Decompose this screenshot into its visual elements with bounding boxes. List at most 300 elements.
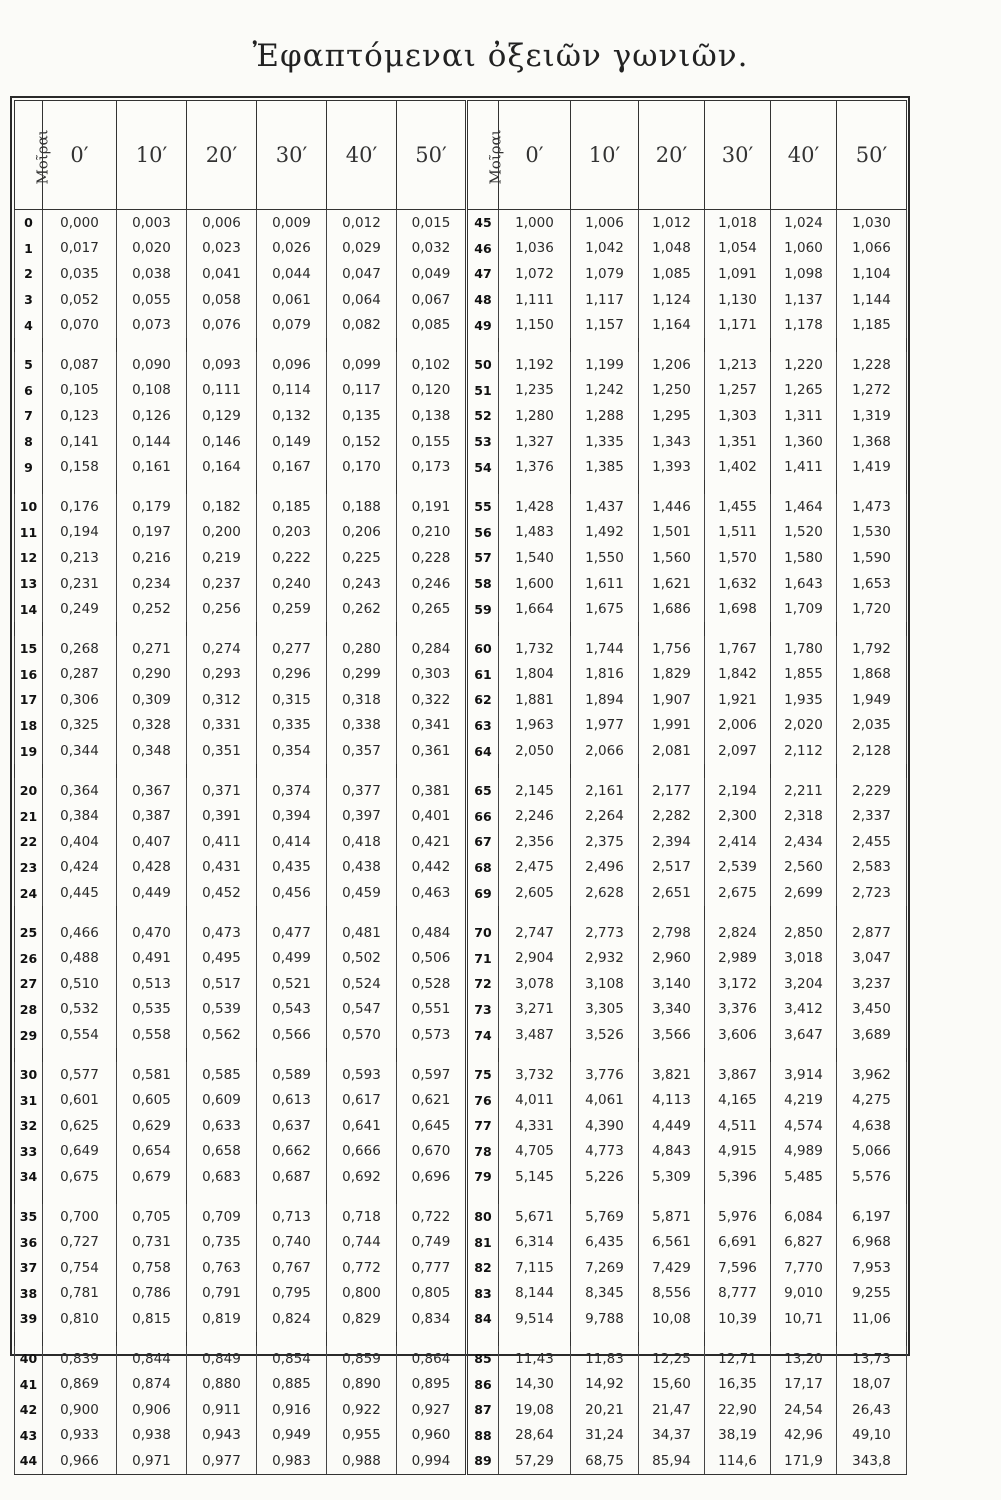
tangent-value-cell: 2,773 [571,920,639,946]
tangent-value-cell: 0,649 [43,1139,117,1165]
tangent-value-cell: 0,463 [397,880,467,906]
tangent-value-cell: 1,483 [499,520,571,546]
gap-cell [467,764,499,778]
tangent-value-cell: 0,906 [117,1397,187,1423]
gap-cell [15,622,43,636]
tangent-value-cell: 0,749 [397,1229,467,1255]
tangent-value-cell: 2,932 [571,945,639,971]
degree-cell: 56 [467,520,499,546]
tangent-value-cell: 0,026 [257,236,327,262]
tangent-value-cell: 1,393 [639,454,705,480]
tangent-value-cell: 0,670 [397,1139,467,1165]
block-gap [15,1048,907,1062]
tangent-value-cell: 0,621 [397,1087,467,1113]
tangent-value-cell: 0,895 [397,1371,467,1397]
tangent-value-cell: 1,137 [771,287,837,313]
gap-cell [771,764,837,778]
tangent-value-cell: 85,94 [639,1448,705,1474]
tangent-value-cell: 0,943 [187,1423,257,1449]
tangent-value-cell: 2,675 [705,880,771,906]
tangent-value-cell: 7,770 [771,1255,837,1281]
gap-cell [15,764,43,778]
tangent-value-cell: 0,141 [43,429,117,455]
tangent-value-cell: 49,10 [837,1423,907,1449]
tangent-value-cell: 0,435 [257,855,327,881]
tangent-value-cell: 0,076 [187,312,257,338]
tangent-value-cell: 0,006 [187,210,257,236]
tangent-value-cell: 0,384 [43,803,117,829]
tangent-value-cell: 2,097 [705,738,771,764]
minutes-header: 40′ [327,101,397,210]
tangent-value-cell: 7,429 [639,1255,705,1281]
gap-cell [639,622,705,636]
tangent-value-cell: 4,915 [705,1139,771,1165]
tangent-value-cell: 6,197 [837,1204,907,1230]
degree-cell: 9 [15,454,43,480]
tangent-value-cell: 0,407 [117,829,187,855]
tangent-value-cell: 2,006 [705,713,771,739]
tangent-value-cell: 0,354 [257,738,327,764]
tangent-value-cell: 12,71 [705,1346,771,1372]
tangent-value-cell: 1,732 [499,636,571,662]
tangent-value-cell: 0,173 [397,454,467,480]
tangent-value-cell: 0,243 [327,571,397,597]
tangent-value-cell: 3,732 [499,1062,571,1088]
degree-cell: 23 [15,855,43,881]
tangent-value-cell: 0,767 [257,1255,327,1281]
tangent-value-cell: 0,108 [117,378,187,404]
tangent-value-cell: 0,452 [187,880,257,906]
gap-cell [15,480,43,494]
tangent-value-cell: 6,084 [771,1204,837,1230]
tangent-value-cell: 0,456 [257,880,327,906]
gap-cell [187,1048,257,1062]
tangent-value-cell: 0,188 [327,494,397,520]
gap-cell [499,1190,571,1204]
tangent-value-cell: 0,666 [327,1139,397,1165]
tangent-value-cell: 2,877 [837,920,907,946]
block-gap [15,764,907,778]
degree-cell: 72 [467,971,499,997]
tangent-value-cell: 9,010 [771,1281,837,1307]
tangent-value-cell: 3,689 [837,1022,907,1048]
tangent-value-cell: 1,580 [771,545,837,571]
tangent-value-cell: 0,421 [397,829,467,855]
tangent-value-cell: 3,204 [771,971,837,997]
table-row [15,1306,907,1332]
gap-cell [705,480,771,494]
degree-cell: 38 [15,1281,43,1307]
gap-cell [43,1332,117,1346]
tangent-value-cell: 2,583 [837,855,907,881]
tangent-value-cell: 0,713 [257,1204,327,1230]
tangent-value-cell: 0,120 [397,378,467,404]
gap-cell [837,1190,907,1204]
tangent-value-cell: 1,653 [837,571,907,597]
gap-cell [117,1048,187,1062]
tangent-value-cell: 34,37 [639,1423,705,1449]
gap-cell [467,622,499,636]
tangent-value-cell: 1,411 [771,454,837,480]
tangent-value-cell: 2,282 [639,803,705,829]
tangent-value-cell: 0,955 [327,1423,397,1449]
tangent-value-cell: 0,182 [187,494,257,520]
tangent-value-cell: 0,090 [117,352,187,378]
tangent-value-cell: 3,271 [499,997,571,1023]
tangent-value-cell: 0,933 [43,1423,117,1449]
degree-cell: 78 [467,1139,499,1165]
tangent-value-cell: 6,561 [639,1229,705,1255]
tangent-value-cell: 1,804 [499,662,571,688]
tangent-value-cell: 6,314 [499,1229,571,1255]
tangent-value-cell: 4,638 [837,1113,907,1139]
gap-cell [837,338,907,352]
degree-cell: 32 [15,1113,43,1139]
tangent-value-cell: 0,722 [397,1204,467,1230]
tangent-value-cell: 0,800 [327,1281,397,1307]
table-row [15,1164,907,1190]
tangent-value-cell: 1,360 [771,429,837,455]
degrees-header-left [15,101,52,210]
gap-cell [15,1332,43,1346]
tangent-value-cell: 1,104 [837,261,907,287]
degree-cell: 18 [15,713,43,739]
tangent-value-cell: 5,871 [639,1204,705,1230]
tangent-value-cell: 1,030 [837,210,907,236]
tangent-value-cell: 11,83 [571,1346,639,1372]
tangent-value-cell: 5,769 [571,1204,639,1230]
tangent-value-cell: 0,551 [397,997,467,1023]
table-row [15,662,907,688]
gap-cell [397,1190,467,1204]
tangent-value-cell: 10,08 [639,1306,705,1332]
gap-cell [837,764,907,778]
tangent-value-cell: 1,767 [705,636,771,662]
tangent-value-cell: 3,821 [639,1062,705,1088]
degree-cell: 43 [15,1423,43,1449]
tangent-value-cell: 0,225 [327,545,397,571]
tangent-value-cell: 3,487 [499,1022,571,1048]
block-gap [15,1332,907,1346]
tangent-value-cell: 1,492 [571,520,639,546]
tangent-value-cell: 0,411 [187,829,257,855]
tangent-value-cell: 1,048 [639,236,705,262]
gap-cell [639,338,705,352]
tangent-value-cell: 6,827 [771,1229,837,1255]
tangent-value-cell: 0,605 [117,1087,187,1113]
degree-cell: 84 [467,1306,499,1332]
tangent-value-cell: 57,29 [499,1448,571,1474]
tangent-value-cell: 0,351 [187,738,257,764]
tangent-value-cell: 5,576 [837,1164,907,1190]
degree-cell: 87 [467,1397,499,1423]
gap-cell [571,1332,639,1346]
tangent-value-cell: 12,25 [639,1346,705,1372]
tangent-value-cell: 0,049 [397,261,467,287]
tangent-value-cell: 0,200 [187,520,257,546]
gap-cell [499,906,571,920]
tangent-value-cell: 0,237 [187,571,257,597]
tangent-value-cell: 0,532 [43,997,117,1023]
tangent-value-cell: 1,018 [705,210,771,236]
tangent-value-cell: 0,102 [397,352,467,378]
degrees-header-label: Μοῖραι [33,129,52,185]
degree-cell: 89 [467,1448,499,1474]
tangent-value-cell: 1,144 [837,287,907,313]
degree-cell: 13 [15,571,43,597]
degree-cell: 24 [15,880,43,906]
tangent-value-cell: 0,303 [397,662,467,688]
degree-cell: 39 [15,1306,43,1332]
tangent-value-cell: 0,570 [327,1022,397,1048]
tangent-value-cell: 0,194 [43,520,117,546]
table-row [15,636,907,662]
tangent-value-cell: 0,284 [397,636,467,662]
tangent-value-cell: 0,167 [257,454,327,480]
tangent-value-cell: 0,679 [117,1164,187,1190]
tangent-value-cell: 3,566 [639,1022,705,1048]
degree-cell: 61 [467,662,499,688]
tangent-value-cell: 0,144 [117,429,187,455]
gap-cell [705,764,771,778]
gap-cell [705,1190,771,1204]
tangent-value-cell: 17,17 [771,1371,837,1397]
table-row [15,1346,907,1372]
tangent-value-cell: 3,172 [705,971,771,997]
gap-cell [571,338,639,352]
tangent-value-cell: 1,242 [571,378,639,404]
degree-cell: 71 [467,945,499,971]
table-row [15,1371,907,1397]
tangent-value-cell: 1,072 [499,261,571,287]
tangent-value-cell: 1,327 [499,429,571,455]
gap-cell [771,1332,837,1346]
gap-cell [705,906,771,920]
tangent-value-cell: 0,328 [117,713,187,739]
tangent-value-cell: 0,499 [257,945,327,971]
tangent-value-cell: 1,343 [639,429,705,455]
gap-cell [257,1190,327,1204]
gap-cell [15,1190,43,1204]
tangent-value-cell: 1,949 [837,687,907,713]
gap-cell [257,622,327,636]
table-row [15,1139,907,1165]
tangent-value-cell: 0,735 [187,1229,257,1255]
block-gap [15,622,907,636]
gap-cell [467,1048,499,1062]
tangent-value-cell: 2,824 [705,920,771,946]
gap-cell [771,338,837,352]
minutes-header: 50′ [837,101,907,210]
tangent-value-cell: 0,114 [257,378,327,404]
degree-cell: 54 [467,454,499,480]
tangent-value-cell: 0,949 [257,1423,327,1449]
tangent-value-cell: 0,322 [397,687,467,713]
tangent-value-cell: 5,976 [705,1204,771,1230]
tangent-value-cell: 0,287 [43,662,117,688]
tangent-value-cell: 0,023 [187,236,257,262]
tangent-value-cell: 0,481 [327,920,397,946]
table-row [15,1113,907,1139]
gap-cell [705,1332,771,1346]
tangent-value-cell: 0,146 [187,429,257,455]
tangent-value-cell: 2,035 [837,713,907,739]
tangent-value-cell: 0,219 [187,545,257,571]
tangent-value-cell: 0,637 [257,1113,327,1139]
tangent-value-cell: 1,780 [771,636,837,662]
gap-cell [397,764,467,778]
tangent-value-cell: 0,306 [43,687,117,713]
tangent-value-cell: 4,989 [771,1139,837,1165]
tangent-value-cell: 0,338 [327,713,397,739]
table-row [15,352,907,378]
gap-cell [639,906,705,920]
tangent-value-cell: 15,60 [639,1371,705,1397]
tangent-value-cell: 0,367 [117,778,187,804]
table-row [15,378,907,404]
tangent-value-cell: 1,907 [639,687,705,713]
gap-cell [15,1048,43,1062]
degree-cell: 55 [467,494,499,520]
tangent-table [14,100,907,1475]
degree-cell: 20 [15,778,43,804]
tangent-value-cell: 0,510 [43,971,117,997]
degree-cell: 73 [467,997,499,1023]
gap-cell [705,338,771,352]
degree-cell: 30 [15,1062,43,1088]
table-row [15,1255,907,1281]
tangent-value-cell: 1,473 [837,494,907,520]
tangent-value-cell: 1,868 [837,662,907,688]
degree-cell: 65 [467,778,499,804]
tangent-value-cell: 1,265 [771,378,837,404]
tangent-value-cell: 10,39 [705,1306,771,1332]
tangent-value-cell: 0,240 [257,571,327,597]
block-gap [15,338,907,352]
tangent-value-cell: 0,093 [187,352,257,378]
gap-cell [397,338,467,352]
tangent-value-cell: 0,280 [327,636,397,662]
tangent-value-cell: 1,351 [705,429,771,455]
gap-cell [639,1190,705,1204]
gap-cell [397,1048,467,1062]
table-row [15,1397,907,1423]
tangent-value-cell: 0,401 [397,803,467,829]
tangent-value-cell: 0,562 [187,1022,257,1048]
gap-cell [327,1048,397,1062]
tangent-value-cell: 0,073 [117,312,187,338]
tangent-value-cell: 16,35 [705,1371,771,1397]
tangent-value-cell: 5,396 [705,1164,771,1190]
tangent-value-cell: 1,280 [499,403,571,429]
tangent-value-cell: 1,540 [499,545,571,571]
degree-cell: 70 [467,920,499,946]
tangent-value-cell: 1,590 [837,545,907,571]
tangent-value-cell: 0,449 [117,880,187,906]
gap-cell [467,1332,499,1346]
tangent-value-cell: 1,085 [639,261,705,287]
tangent-value-cell: 1,000 [499,210,571,236]
tangent-value-cell: 0,009 [257,210,327,236]
tangent-value-cell: 1,335 [571,429,639,455]
gap-cell [187,480,257,494]
tangent-value-cell: 3,776 [571,1062,639,1088]
tangent-value-cell: 0,601 [43,1087,117,1113]
tangent-value-cell: 4,331 [499,1113,571,1139]
tangent-value-cell: 0,839 [43,1346,117,1372]
gap-cell [257,1332,327,1346]
tangent-value-cell: 1,464 [771,494,837,520]
table-row [15,210,907,236]
tangent-value-cell: 0,994 [397,1448,467,1474]
tangent-value-cell: 3,140 [639,971,705,997]
degree-cell: 88 [467,1423,499,1449]
tangent-value-cell: 0,539 [187,997,257,1023]
tangent-value-cell: 0,859 [327,1346,397,1372]
gap-cell [837,906,907,920]
tangent-value-cell: 0,296 [257,662,327,688]
tangent-value-cell: 0,149 [257,429,327,455]
table-row [15,687,907,713]
tangent-value-cell: 0,786 [117,1281,187,1307]
tangent-value-cell: 1,402 [705,454,771,480]
tangent-value-cell: 3,606 [705,1022,771,1048]
degree-cell: 0 [15,210,43,236]
tangent-value-cell: 7,269 [571,1255,639,1281]
tangent-value-cell: 1,171 [705,312,771,338]
tangent-value-cell: 8,556 [639,1281,705,1307]
degree-cell: 77 [467,1113,499,1139]
tangent-value-cell: 0,249 [43,596,117,622]
tangent-value-cell: 0,087 [43,352,117,378]
tangent-value-cell: 2,517 [639,855,705,881]
gap-cell [117,622,187,636]
degree-cell: 12 [15,545,43,571]
tangent-value-cell: 0,132 [257,403,327,429]
tangent-value-cell: 4,773 [571,1139,639,1165]
tangent-value-cell: 0,593 [327,1062,397,1088]
gap-cell [639,480,705,494]
tangent-value-cell: 0,325 [43,713,117,739]
tangent-value-cell: 0,315 [257,687,327,713]
tangent-value-cell: 0,609 [187,1087,257,1113]
tangent-value-cell: 0,312 [187,687,257,713]
table-row [15,1229,907,1255]
tangent-value-cell: 1,744 [571,636,639,662]
tangent-value-cell: 1,855 [771,662,837,688]
tangent-value-cell: 0,213 [43,545,117,571]
tangent-value-cell: 1,511 [705,520,771,546]
gap-cell [117,906,187,920]
gap-cell [257,1048,327,1062]
tangent-value-cell: 3,914 [771,1062,837,1088]
degree-cell: 5 [15,352,43,378]
tangent-value-cell: 1,720 [837,596,907,622]
gap-cell [499,1332,571,1346]
degree-cell: 14 [15,596,43,622]
tangent-value-cell: 1,213 [705,352,771,378]
tangent-value-cell: 0,470 [117,920,187,946]
tangent-value-cell: 0,017 [43,236,117,262]
table-row [15,880,907,906]
tangent-value-cell: 0,318 [327,687,397,713]
tangent-value-cell: 0,700 [43,1204,117,1230]
tangent-value-cell: 2,904 [499,945,571,971]
gap-cell [467,1190,499,1204]
tangent-value-cell: 5,066 [837,1139,907,1165]
tangent-value-cell: 5,671 [499,1204,571,1230]
tangent-value-cell: 0,477 [257,920,327,946]
